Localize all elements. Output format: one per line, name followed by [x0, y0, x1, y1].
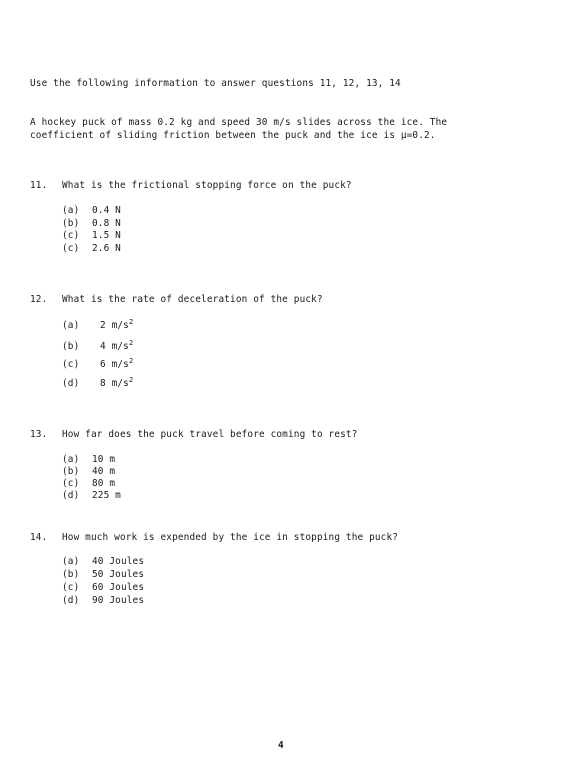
- option-value: 80 m: [92, 478, 116, 489]
- problem-line-2: coefficient of sliding friction between the puck and the ice is μ=0.2.: [30, 130, 436, 141]
- option-value: 225 m: [92, 490, 121, 501]
- option-value: 4 m/s: [100, 341, 129, 352]
- option-value: 8 m/s: [100, 378, 129, 389]
- option-label: (b): [62, 218, 80, 229]
- option-label: (a): [62, 454, 80, 465]
- option-c: [62, 582, 144, 594]
- option-b: [62, 218, 121, 230]
- question-number: 14.: [30, 532, 48, 543]
- option-d: [62, 243, 121, 255]
- option-a: [62, 320, 133, 332]
- option-exponent: 2: [128, 376, 134, 384]
- option-label: (c): [62, 243, 80, 254]
- option-value: 6 m/s: [100, 359, 129, 370]
- option-d: [62, 378, 133, 390]
- option-exponent: 2: [128, 318, 134, 326]
- option-c: [62, 230, 121, 242]
- option-label: (d): [62, 595, 80, 606]
- option-b: [62, 569, 144, 581]
- option-label: (b): [62, 341, 80, 352]
- question-number: 12.: [30, 294, 48, 305]
- question-text: How much work is expended by the ice in stopping the puck?: [62, 532, 399, 543]
- option-label: (d): [62, 490, 80, 501]
- option-label: (c): [62, 230, 80, 241]
- option-label: (a): [62, 320, 80, 331]
- option-exponent: 2: [128, 339, 134, 347]
- option-c: [62, 359, 133, 371]
- option-label: (c): [62, 478, 80, 489]
- option-value: 40 m: [92, 466, 116, 477]
- option-value: 0.4 N: [92, 205, 121, 216]
- question-number: 11.: [30, 180, 48, 191]
- option-d: [62, 490, 121, 502]
- question-number: 13.: [30, 429, 48, 440]
- option-a: [62, 454, 115, 466]
- option-label: (c): [62, 582, 80, 593]
- page-number: 4: [278, 740, 284, 751]
- option-b: [62, 341, 133, 353]
- intro-text: Use the following information to answer questions 11, 12, 13, 14: [30, 78, 401, 89]
- option-label: (c): [62, 359, 80, 370]
- option-label: (d): [62, 378, 80, 389]
- option-c: [62, 478, 115, 490]
- option-value: 1.5 N: [92, 230, 121, 241]
- option-d: [62, 595, 144, 607]
- option-value: 60 Joules: [92, 582, 145, 593]
- option-a: [62, 205, 121, 217]
- option-exponent: 2: [128, 357, 134, 365]
- option-value: 0.8 N: [92, 218, 121, 229]
- option-value: 2.6 N: [92, 243, 121, 254]
- option-value: 50 Joules: [92, 569, 145, 580]
- option-value: 10 m: [92, 454, 116, 465]
- problem-line-1: A hockey puck of mass 0.2 kg and speed 30 m/s slides across the ice. The: [30, 117, 448, 128]
- option-value: 2 m/s: [100, 320, 129, 331]
- question-text: What is the rate of deceleration of the puck?: [62, 294, 323, 305]
- question-text: What is the frictional stopping force on the puck?: [62, 180, 352, 191]
- option-label: (b): [62, 466, 80, 477]
- option-value: 40 Joules: [92, 556, 145, 567]
- option-label: (a): [62, 556, 80, 567]
- option-label: (a): [62, 205, 80, 216]
- option-b: [62, 466, 115, 478]
- option-label: (b): [62, 569, 80, 580]
- option-value: 90 Joules: [92, 595, 145, 606]
- question-text: How far does the puck travel before coming to rest?: [62, 429, 358, 440]
- option-a: [62, 556, 144, 568]
